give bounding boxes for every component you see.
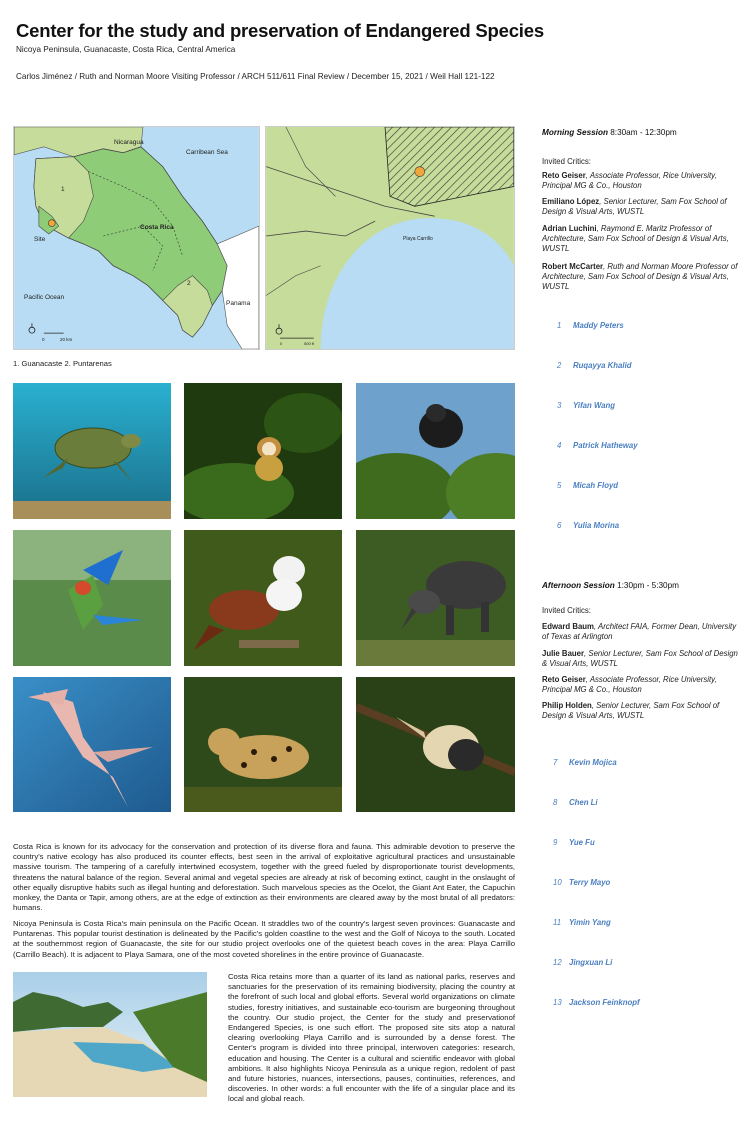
afternoon-critic <box>542 701 738 721</box>
student-name: Jingxuan Li <box>569 958 613 967</box>
critic-affiliation: , Associate Professor, Rice University, Principal MG & Co., Houston <box>542 675 717 695</box>
site-label: Site <box>34 236 46 243</box>
morning-critic <box>542 171 738 191</box>
student-name: Chen Li <box>569 798 598 807</box>
student-item <box>557 481 618 490</box>
afternoon-critic <box>542 622 738 642</box>
student-item <box>557 401 615 410</box>
afternoon-critics-label: Invited Critics: <box>542 606 591 615</box>
student-name: Patrick Hatheway <box>573 441 638 450</box>
squirrel-monkey-photo <box>184 383 342 519</box>
nicaragua-label: Nicaragua <box>114 139 144 146</box>
student-number: 9 <box>553 838 558 847</box>
student-name: Maddy Peters <box>573 321 624 330</box>
caribbean-label: Carribean Sea <box>186 149 228 156</box>
critic-name: Philip Holden <box>542 701 592 710</box>
student-number: 2 <box>557 361 562 370</box>
student-name: Ruqayya Khalid <box>573 361 632 370</box>
student-number: 7 <box>553 758 558 767</box>
body-paragraph-2: Nicoya Peninsula is Costa Rica's main peninsula on the Pacific Ocean. It straddles two of the country's largest seven provinces: Guanacaste and Puntarenas. This popular tourist destination is delineated by the Pacific's golden coastline to the west and the Golf of Nicoya to the south. Located at the southernmost region of Guanacaste, the site for our studio project overlooks one of the quietest beach coves in the area: Playa Carrillo (Carrillo Beach). It is adjacent to Playa Samara, one of the most coveted shorelines in the entire province of Guanacaste. <box>13 919 515 959</box>
critic-affiliation: , Senior Lecturer, Sam Fox School of Design & Visual Arts, WUSTL <box>542 701 720 721</box>
student-number: 10 <box>553 878 562 887</box>
student-number: 12 <box>553 958 562 967</box>
afternoon-session-label: Afternoon Session <box>542 581 615 590</box>
student-name: Jackson Feinknopf <box>569 998 640 1007</box>
critic-name: Adrian Luchini <box>542 224 597 233</box>
page-title: Center for the study and preservation of Endangered Species <box>16 20 544 41</box>
panama-label: Panama <box>226 300 251 307</box>
student-name: Micah Floyd <box>573 481 619 490</box>
student-item <box>553 798 598 807</box>
page-subtitle: Nicoya Peninsula, Guanacaste, Costa Rica, Central America <box>16 45 236 54</box>
critic-name: Emiliano López <box>542 197 600 206</box>
hammerhead-shark-photo <box>13 677 171 812</box>
costa-rica-map <box>13 126 260 350</box>
student-number: 4 <box>557 441 562 450</box>
macaw-photo <box>13 530 171 666</box>
scale-zero-label: 0 <box>42 337 45 342</box>
student-item <box>553 838 595 847</box>
critic-affiliation: , Senior Lecturer, Sam Fox School of Design & Visual Arts, WUSTL <box>542 197 727 217</box>
map-caption: 1. Guanacaste 2. Puntarenas <box>13 359 112 368</box>
morning-critic <box>542 197 738 217</box>
student-number: 13 <box>553 998 562 1007</box>
howler-monkey-photo <box>356 383 515 519</box>
afternoon-critic <box>542 649 738 669</box>
scale-zero-label: 0 <box>280 341 283 346</box>
student-name: Yifan Wang <box>573 401 616 410</box>
student-name: Yimin Yang <box>569 918 611 927</box>
critic-name: Edward Baum <box>542 622 594 631</box>
student-number: 11 <box>553 918 562 927</box>
body-paragraph-3: Costa Rica retains more than a quarter of its land as national parks, reserves and sanctuaries for the preservation of its remaining biodiversity, placing the country at the forefront of such local and global efforts. Several world organizations on climate studies, forestry initiatives, and sustainable eco-tourism are burgeoning throughout the country. Our studio project, the Center for the study and preservationof Endangered Species, is one such effort. The proposed site sits atop a natural clearing overlooking Playa Carrillo and is surrounded by a dense forest. The Center's program is divided into three principal, interwoven categories: research, education and housing. The Center is a cultural and scientific endeavor with global ambitions. It also highlights Nicoya Peninsula as a unique region, redolent of past and future histories, nuances, intersections, pauses, continuities, references, and discoveries. In other words: a full encounter with the life of a singular place and its local and global reach. <box>228 972 515 1104</box>
critic-name: Julie Bauer <box>542 649 585 658</box>
student-item <box>553 758 617 767</box>
critic-affiliation: , Senior Lecturer, Sam Fox School of Design & Visual Arts, WUSTL <box>542 649 738 669</box>
scale-ft-label: 500 ft <box>304 341 315 346</box>
morning-critic <box>542 224 738 255</box>
credits-line: Carlos Jiménez / Ruth and Norman Moore Visiting Professor / ARCH 511/611 Final Review / December 15, 2021 / Weil Hall 121-122 <box>16 72 495 81</box>
critic-affiliation: , Raymond E. Maritz Professor of Architecture, Sam Fox School of Design & Visual Arts, WUSTL <box>542 224 729 254</box>
student-item <box>553 918 611 927</box>
student-name: Yulia Morina <box>573 521 620 530</box>
morning-critics-label: Invited Critics: <box>542 157 591 166</box>
critic-name: Reto Geiser <box>542 171 586 180</box>
region-1-label: 1 <box>61 186 65 193</box>
region-2-label: 2 <box>187 280 191 287</box>
morning-session-label: Morning Session <box>542 128 608 137</box>
morning-session-heading <box>542 128 677 137</box>
student-number: 5 <box>557 481 562 490</box>
critic-name: Robert McCarter <box>542 262 604 271</box>
sea-turtle-photo <box>13 383 171 519</box>
student-item <box>557 441 638 450</box>
student-number: 8 <box>553 798 558 807</box>
critic-affiliation: , Associate Professor, Rice University, Principal MG & Co., Houston <box>542 171 717 191</box>
morning-session-time: 8:30am - 12:30pm <box>607 128 677 137</box>
student-number: 6 <box>557 521 562 530</box>
afternoon-critic <box>542 675 738 695</box>
critic-affiliation: , Architect FAIA, Former Dean, University of Texas at Arlington <box>542 622 737 642</box>
morning-critic <box>542 262 738 293</box>
critic-affiliation: , Ruth and Norman Moore Professor of Architecture, Sam Fox School of Design & Visual Arts, WUSTL <box>542 262 738 292</box>
student-item <box>557 361 632 370</box>
student-number: 3 <box>557 401 562 410</box>
student-name: Terry Mayo <box>569 878 611 887</box>
afternoon-session-time: 1:30pm - 5:30pm <box>614 581 679 590</box>
afternoon-session-heading <box>542 581 679 590</box>
body-paragraph-1: Costa Rica is known for its advocacy for the conservation and protection of its diverse flora and fauna. This admirable devotion to preserve the country's native ecology has also produced its counter effects, best seen in the arrival of exploitative agricultural practices and unsustainable massive tourism. The tampering of a carefully intertwined ecosystem, together with the greed fueled by disproportionate tourist developments, threatens the natural balance of the region. Several animal and vegetal species are already at risk of becoming extinct, caught in the onslaught of other equally disruptive habits such as illegal hunting and deforestation. Such marvelous species as the Ocelot, the Giant Ant Eater, the Capuchin monkey, the Danta or Tapir, among others, are at the edge of extinction as their environments are cleared away by the most brutal of all predators: humans. <box>13 842 515 913</box>
student-name: Yue Fu <box>569 838 595 847</box>
student-item <box>557 321 624 330</box>
costa-rica-label: Costa Rica <box>140 224 174 231</box>
ocelot-photo <box>184 677 342 812</box>
bellbird-photo <box>184 530 342 666</box>
student-item <box>553 878 610 887</box>
playa-carrillo-label: Playa Carrillo <box>403 236 433 242</box>
student-name: Kevin Mojica <box>569 758 617 767</box>
scale-km-label: 20 km <box>60 337 73 342</box>
student-item <box>553 958 612 967</box>
pacific-ocean-label: Pacific Ocean <box>24 294 65 301</box>
student-item <box>557 521 619 530</box>
anteater-photo <box>356 677 515 812</box>
coastline-photo <box>13 972 207 1097</box>
student-number: 1 <box>557 321 562 330</box>
playa-carrillo-map <box>265 126 515 350</box>
tapir-photo <box>356 530 515 666</box>
student-item <box>553 998 640 1007</box>
critic-name: Reto Geiser <box>542 675 586 684</box>
